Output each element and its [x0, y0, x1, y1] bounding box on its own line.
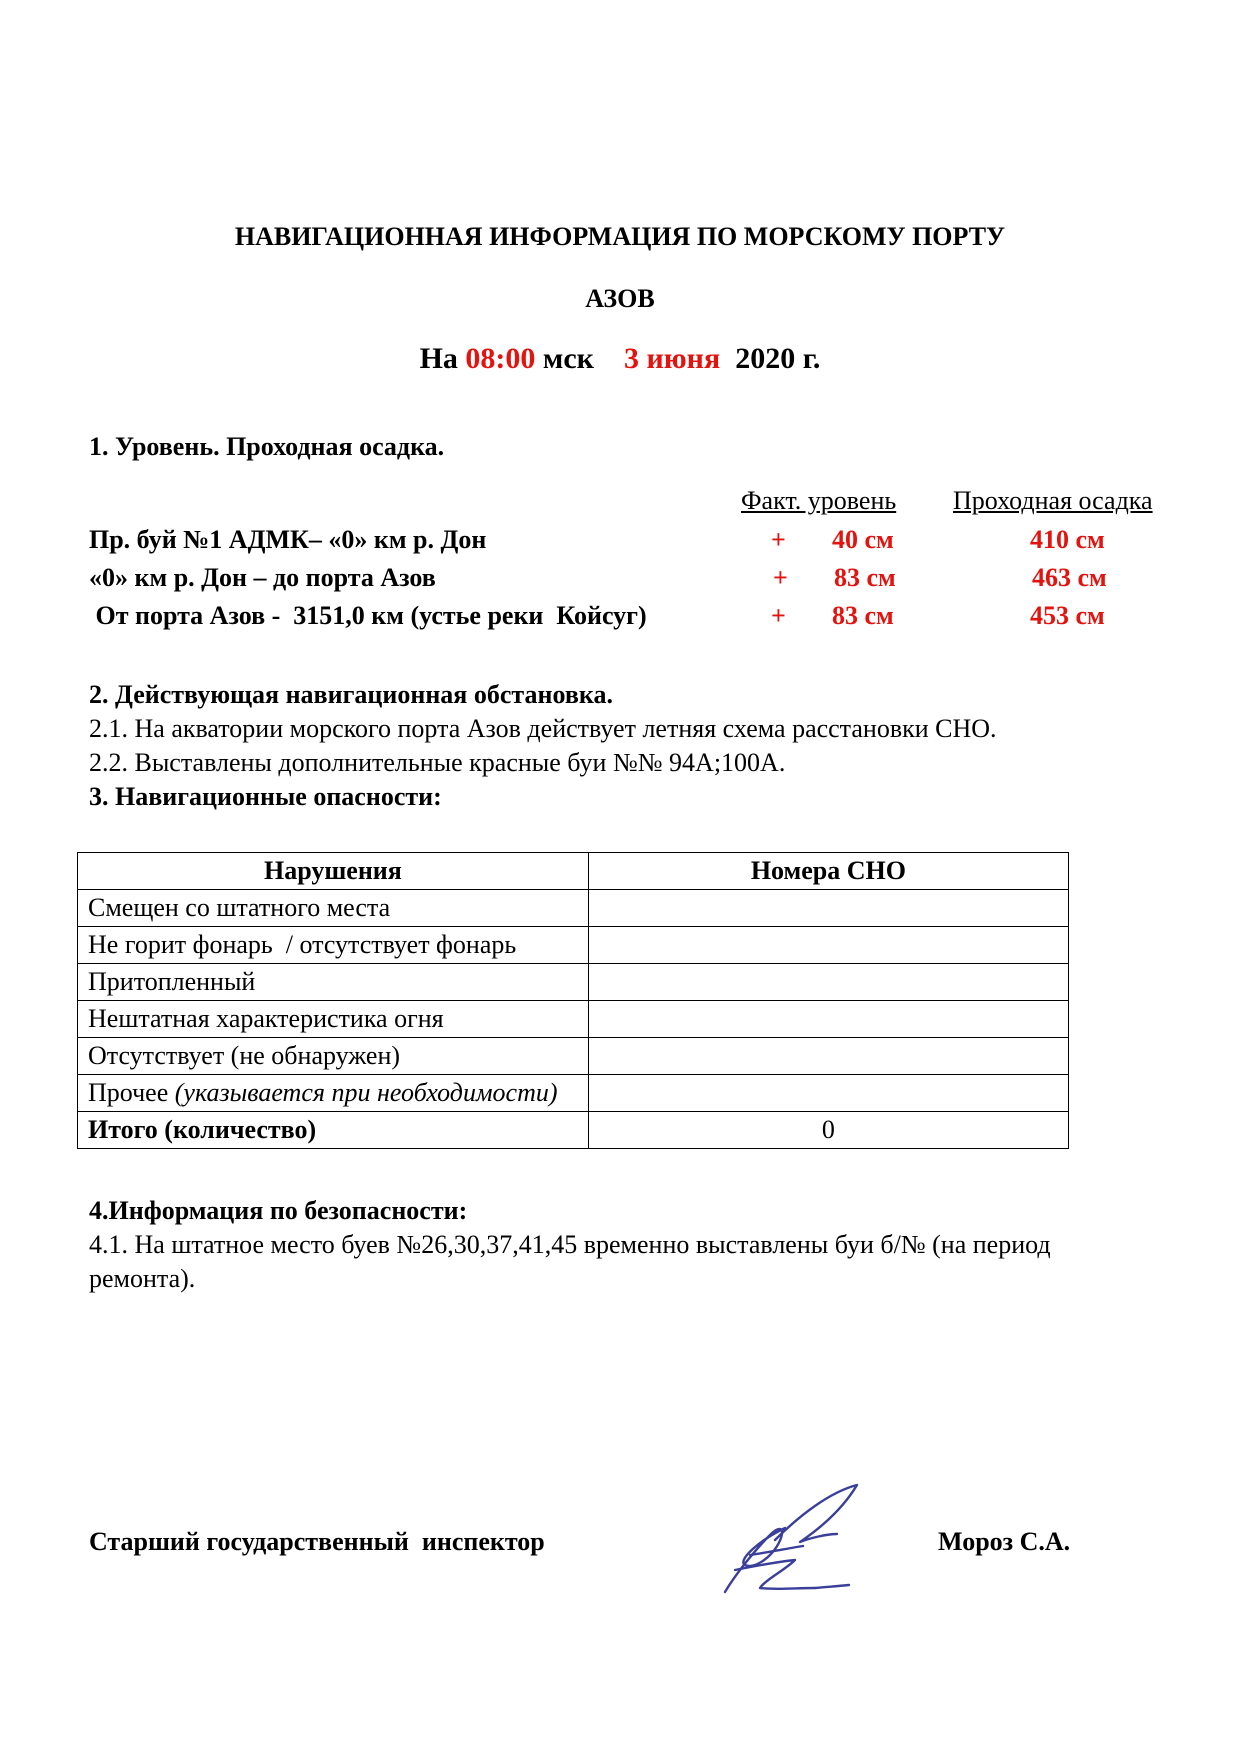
level-row-2-level: 83 см [834, 563, 896, 592]
table-header-sno-numbers: Номера СНО [588, 853, 1068, 890]
section2-paragraph-1: 2.1. На акватории морского порта Азов действует летняя схема расстановки СНО. [89, 714, 997, 743]
table-row-other [78, 1075, 1069, 1112]
other-note: (указывается при необходимости) [174, 1078, 558, 1107]
violation-label: Не горит фонарь / отсутствует фонарь [78, 927, 589, 964]
section2-heading: 2. Действующая навигационная обстановка. [89, 680, 613, 709]
date-prefix: На [419, 342, 466, 375]
level-row-3-name: От порта Азов - 3151,0 км (устье реки Койсуг) [89, 601, 647, 630]
table-row [78, 927, 1069, 964]
report-year: 2020 г. [720, 342, 821, 375]
total-value: 0 [588, 1112, 1068, 1149]
column-header-draft: Проходная осадка [953, 486, 1153, 515]
port-name: АЗОВ [585, 284, 655, 313]
total-label: Итого (количество) [78, 1112, 589, 1149]
violation-value [588, 1001, 1068, 1038]
report-datetime [0, 342, 1240, 376]
level-row-1-level: 40 см [832, 525, 894, 554]
signatory-position: Старший государственный инспектор [89, 1527, 545, 1556]
signatory-name: Мороз С.А. [938, 1527, 1071, 1556]
document-title: НАВИГАЦИОННАЯ ИНФОРМАЦИЯ ПО МОРСКОМУ ПОРТУ [234, 222, 1006, 251]
table-row [78, 1001, 1069, 1038]
level-row-3-sign: + [771, 601, 786, 630]
violation-label: Притопленный [78, 964, 589, 1001]
section4-paragraph-line-1: 4.1. На штатное место буев №26,30,37,41,45 временно выставлены буи б/№ (на период [89, 1230, 1051, 1259]
violation-value-other [588, 1075, 1068, 1112]
table-header-row [78, 853, 1069, 890]
violation-label: Нештатная характеристика огня [78, 1001, 589, 1038]
section2-paragraph-2: 2.2. Выставлены дополнительные красные буи №№ 94А;100А. [89, 748, 786, 777]
other-label: Прочее [88, 1078, 175, 1107]
violation-value [588, 1038, 1068, 1075]
level-row-3-draft: 453 см [1030, 601, 1105, 630]
level-row-1-sign: + [771, 525, 786, 554]
level-row-2-draft: 463 см [1032, 563, 1107, 592]
report-time: 08:00 [465, 342, 536, 375]
section4-paragraph-line-2: ремонта). [89, 1264, 196, 1293]
level-row-2-sign: + [773, 563, 788, 592]
violation-value [588, 964, 1068, 1001]
violations-table [77, 852, 1069, 1149]
level-row-2-name: «0» км р. Дон – до порта Азов [89, 563, 436, 592]
section4-heading: 4.Информация по безопасности: [89, 1196, 468, 1225]
level-row-1-name: Пр. буй №1 АДМК– «0» км р. Дон [89, 525, 487, 554]
section1-heading: 1. Уровень. Проходная осадка. [89, 432, 445, 461]
column-header-level: Факт. уровень [741, 486, 897, 515]
level-row-3-level: 83 см [832, 601, 894, 630]
table-row [78, 890, 1069, 927]
violation-label-other [78, 1075, 589, 1112]
table-row [78, 1038, 1069, 1075]
violation-label: Смещен со штатного места [78, 890, 589, 927]
violation-value [588, 890, 1068, 927]
violation-label: Отсутствует (не обнаружен) [78, 1038, 589, 1075]
table-row-total [78, 1112, 1069, 1149]
table-row [78, 964, 1069, 1001]
date-mid: мск [535, 342, 624, 375]
level-row-1-draft: 410 см [1030, 525, 1105, 554]
report-day: 3 июня [623, 342, 721, 375]
table-header-violations: Нарушения [78, 853, 589, 890]
violation-value [588, 927, 1068, 964]
signature-image [715, 1480, 865, 1610]
section3-heading: 3. Навигационные опасности: [89, 782, 442, 811]
